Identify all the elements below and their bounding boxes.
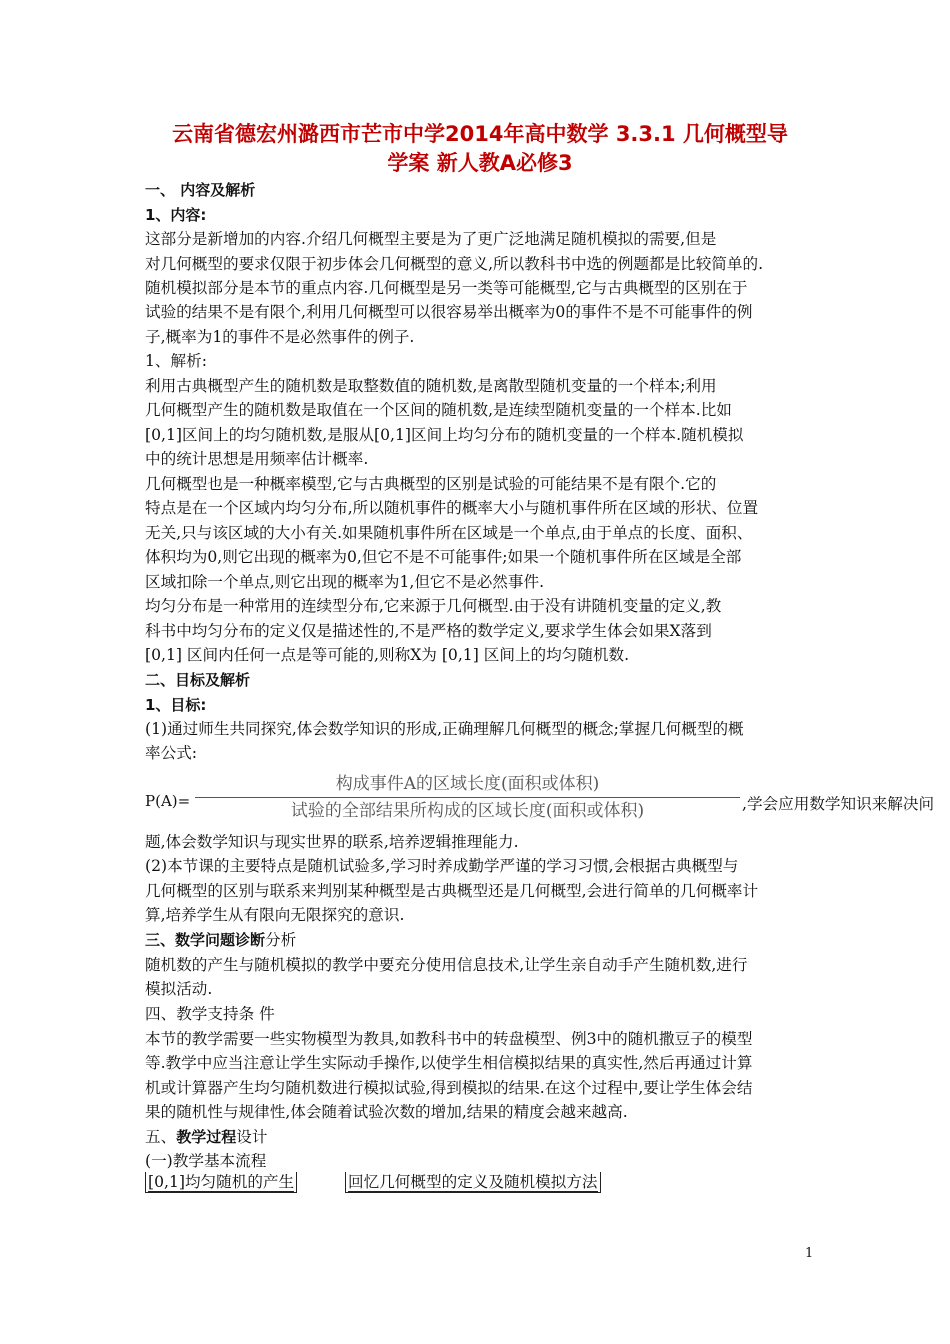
flow-box-2-label: 回忆几何概型的定义及随机模拟方法: [348, 1173, 598, 1191]
section4-heading: 四、教学支持条 件: [145, 1005, 275, 1023]
section3-heading-bold: 三、数学问题诊断: [145, 931, 266, 949]
page-number: 1: [805, 1246, 814, 1261]
goal-line: 率公式:: [145, 744, 198, 762]
section5-sub: (一)教学基本流程: [145, 1152, 267, 1170]
document-title: [140, 120, 820, 178]
analysis-line: [0,1] 区间内任何一点是等可能的,则称X为 [0,1] 区间上的均匀随机数.: [145, 646, 630, 664]
analysis-line: 区域扣除一个单点,则它出现的概率为1,但它不是必然事件.: [145, 573, 545, 591]
title-line-2: 学案 新人教A必修3: [387, 151, 573, 175]
analysis-line: 几何概型也是一种概率模型,它与古典概型的区别是试验的可能结果不是有限个.它的: [145, 475, 717, 493]
section3-heading: [145, 930, 296, 950]
analysis-line: 利用古典概型产生的随机数是取整数值的随机数,是离散型随机变量的一个样本;利用: [145, 377, 717, 395]
analysis-line: [0,1]区间上的均匀随机数,是服从[0,1]区间上均匀分布的随机变量的一个样本.随机模拟: [145, 426, 744, 444]
section4-line: 等.教学中应当注意让学生实际动手操作,以使学生相信模拟结果的真实性,然后再通过计算: [145, 1054, 753, 1072]
formula-rhs: ,学会应用数学知识来解决问: [742, 795, 935, 813]
analysis-line: 中的统计思想是用频率估计概率.: [145, 450, 369, 468]
formula-lhs: P(A)=: [145, 792, 191, 810]
title-line-1: 云南省德宏州潞西市芒市中学2014年高中数学 3.3.1 几何概型导: [172, 122, 788, 146]
fraction-bar: [195, 797, 740, 798]
content-line: 这部分是新增加的内容.介绍几何概型主要是为了更广泛地满足随机模拟的需要,但是: [145, 230, 717, 248]
content-line: 试验的结果不是有限个,利用几何概型可以很容易举出概率为0的事件不是不可能事件的例: [145, 303, 753, 321]
section4-line: 本节的教学需要一些实物模型为教具,如教科书中的转盘模型、例3中的随机撒豆子的模型: [145, 1030, 753, 1048]
section5-heading-normal: 设计: [236, 1128, 268, 1146]
analysis-heading: 1、解析:: [145, 352, 207, 370]
goal-line: 题,体会数学知识与现实世界的联系,培养逻辑推理能力.: [145, 833, 519, 851]
flow-box-1-label: [0,1]均匀随机的产生: [148, 1173, 295, 1191]
goal2-line: 算,培养学生从有限向无限探究的意识.: [145, 906, 405, 924]
goal2-line: (2)本节课的主要特点是随机试验多,学习时养成勤学严谨的学习习惯,会根据古典概型与: [145, 857, 739, 875]
formula-numerator: 构成事件A的区域长度(面积或体积): [335, 774, 600, 794]
section1-heading: 一、 内容及解析: [145, 181, 256, 199]
analysis-line: 科书中均匀分布的定义仅是描述性的,不是严格的数学定义,要求学生体会如果X落到: [145, 622, 712, 640]
content-line: 子,概率为1的事件不是必然事件的例子.: [145, 328, 415, 346]
formula-fraction: [195, 772, 740, 823]
analysis-line: 体积均为0,则它出现的概率为0,但它不是不可能事件;如果一个随机事件所在区域是全部: [145, 548, 742, 566]
content-line: 对几何概型的要求仅限于初步体会几何概型的意义,所以教科书中选的例题都是比较简单的.: [145, 255, 764, 273]
section3-line: 随机数的产生与随机模拟的教学中要充分使用信息技术,让学生亲自动手产生随机数,进行: [145, 956, 748, 974]
section4-line: 机或计算器产生均匀随机数进行模拟试验,得到模拟的结果.在这个过程中,要让学生体会结: [145, 1079, 753, 1097]
section5-heading-bold: 教学过程: [176, 1128, 237, 1146]
flow-box-1: [145, 1172, 297, 1193]
content-line: 随机模拟部分是本节的重点内容.几何概型是另一类等可能概型,它与古典概型的区别在于: [145, 279, 748, 297]
section4-line: 果的随机性与规律性,体会随着试验次数的增加,结果的精度会越来越高.: [145, 1103, 628, 1121]
goal2-line: 几何概型的区别与联系来判别某种概型是古典概型还是几何概型,会进行简单的几何概率计: [145, 882, 759, 900]
goal-line: (1)通过师生共同探究,体会数学知识的形成,正确理解几何概型的概念;掌握几何概型的概: [145, 720, 744, 738]
section2-heading: 二、目标及解析: [145, 671, 251, 689]
analysis-line: 特点是在一个区域内均匀分布,所以随机事件的概率大小与随机事件所在区域的形状、位置: [145, 499, 759, 517]
content-heading: 1、内容:: [145, 206, 207, 224]
formula-denominator: 试验的全部结果所构成的区域长度(面积或体积): [290, 801, 645, 821]
analysis-line: 无关,只与该区域的大小有关.如果随机事件所在区域是一个单点,由于单点的长度、面积、: [145, 524, 753, 542]
flow-box-2: [345, 1172, 601, 1193]
section3-line: 模拟活动.: [145, 980, 213, 998]
analysis-line: 几何概型产生的随机数是取值在一个区间的随机数,是连续型随机变量的一个样本.比如: [145, 401, 732, 419]
goal-heading: 1、目标:: [145, 696, 207, 714]
section3-heading-normal: 分析: [265, 931, 297, 949]
probability-formula: [145, 772, 935, 828]
analysis-line: 均匀分布是一种常用的连续型分布,它来源于几何概型.由于没有讲随机变量的定义,教: [145, 597, 722, 615]
section5-heading: [145, 1127, 267, 1147]
section5-heading-prefix: 五、: [145, 1128, 177, 1146]
